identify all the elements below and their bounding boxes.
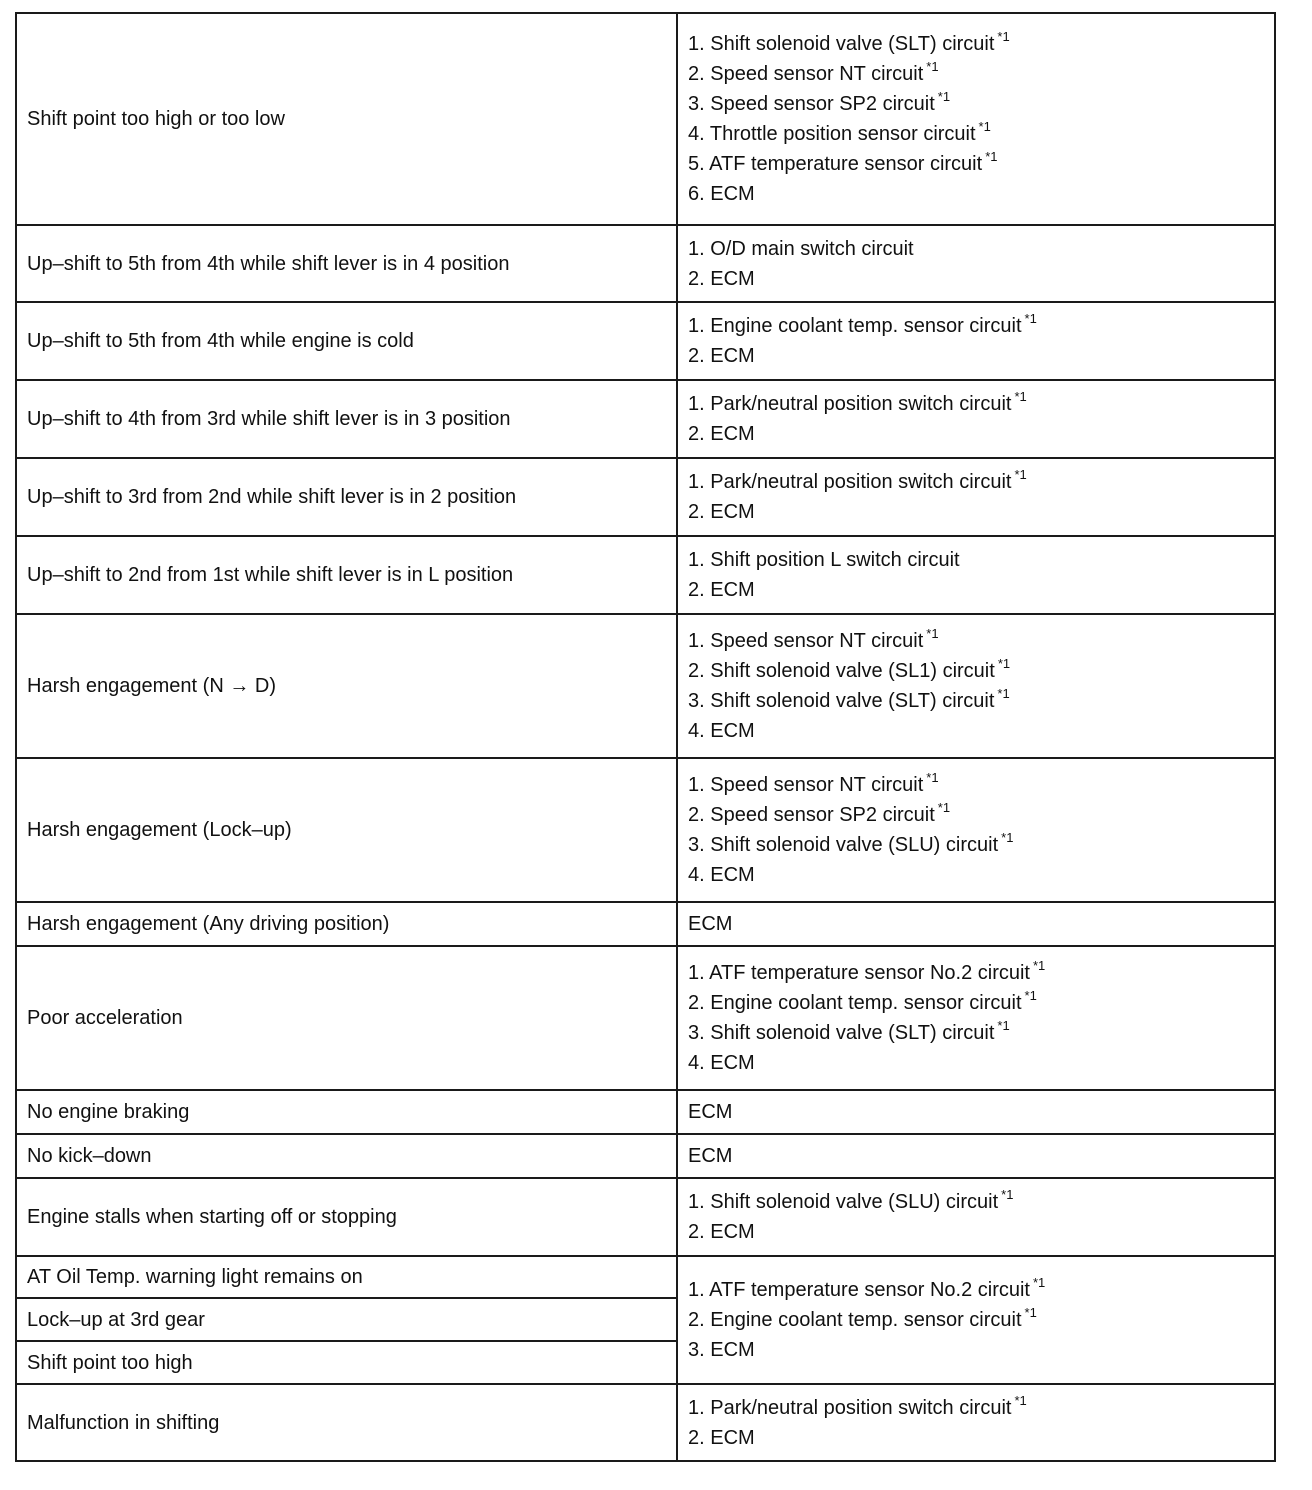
footnote-marker: *1 xyxy=(1014,389,1027,404)
cause-item xyxy=(688,311,1264,341)
cause-text: 1. Park/neutral position switch circuit xyxy=(688,393,1012,415)
cause-item xyxy=(688,389,1264,419)
symptom-text: Up–shift to 3rd from 2nd while shift lever is in 2 position xyxy=(27,486,517,508)
symptom-cell xyxy=(16,380,677,458)
cause-text: 4. ECM xyxy=(688,864,755,886)
cause-item xyxy=(688,626,1264,656)
footnote-marker: *1 xyxy=(926,770,939,785)
symptom-cell xyxy=(16,1298,677,1341)
cause-item xyxy=(688,1097,1264,1127)
symptom-cell xyxy=(16,1256,677,1298)
footnote-marker: *1 xyxy=(978,119,991,134)
footnote-marker: *1 xyxy=(1014,467,1027,482)
footnote-marker: *1 xyxy=(1001,830,1014,845)
cause-text: 1. Shift position L switch circuit xyxy=(688,549,960,571)
cause-item xyxy=(688,860,1264,890)
table-row xyxy=(16,1090,1275,1134)
cause-text: 3. Shift solenoid valve (SLT) circuit xyxy=(688,690,995,712)
cause-text: 2. Engine coolant temp. sensor circuit xyxy=(688,992,1022,1014)
cause-text: 2. ECM xyxy=(688,1221,755,1243)
cause-text: 4. ECM xyxy=(688,720,755,742)
cause-text: 2. ECM xyxy=(688,579,755,601)
cause-item xyxy=(688,1305,1264,1335)
diagnosis-table xyxy=(15,12,1276,1462)
cause-item xyxy=(688,988,1264,1018)
table-row xyxy=(16,614,1275,758)
cause-text: 1. Park/neutral position switch circuit xyxy=(688,1396,1012,1419)
footnote-marker: *1 xyxy=(997,656,1011,671)
symptom-cell xyxy=(16,902,677,946)
cause-text: 3. Shift solenoid valve (SLU) circuit xyxy=(688,834,999,856)
cause-cell xyxy=(677,946,1275,1090)
table-row xyxy=(16,1256,1275,1298)
cause-item xyxy=(688,1141,1264,1171)
cause-text: 1. Shift solenoid valve (SLU) circuit xyxy=(688,1191,999,1213)
cause-text: ECM xyxy=(688,913,733,935)
cause-text: 1. Shift solenoid valve (SLT) circuit xyxy=(688,33,995,55)
cause-text: 2. Engine coolant temp. sensor circuit xyxy=(688,1309,1022,1331)
footnote-marker: *1 xyxy=(1024,1305,1037,1320)
cause-text: 1. ATF temperature sensor No.2 circuit xyxy=(688,962,1030,984)
symptom-text: Up–shift to 5th from 4th while engine is cold xyxy=(27,330,414,352)
cause-text: 1. O/D main switch circuit xyxy=(688,237,914,260)
cause-item xyxy=(688,341,1264,371)
cause-text: ECM xyxy=(688,1145,733,1167)
cause-item xyxy=(688,497,1264,527)
cause-cell xyxy=(677,758,1275,902)
table-row xyxy=(16,758,1275,902)
cause-text: 2. Speed sensor SP2 circuit xyxy=(688,804,935,826)
cause-cell xyxy=(677,1256,1275,1384)
symptom-text: Malfunction in shifting xyxy=(27,1411,220,1434)
cause-item xyxy=(688,59,1264,89)
symptom-text: Harsh engagement (N → D) xyxy=(27,675,276,697)
cause-text: 4. Throttle position sensor circuit xyxy=(688,123,976,145)
footnote-marker: *1 xyxy=(997,29,1010,44)
cause-item xyxy=(688,1275,1264,1305)
symptom-text: Up–shift to 2nd from 1st while shift lever is in L position xyxy=(27,564,514,586)
symptom-text: Lock–up at 3rd gear xyxy=(27,1308,205,1331)
cause-item xyxy=(688,1018,1264,1048)
symptom-cell xyxy=(16,225,677,302)
symptom-cell xyxy=(16,302,677,380)
symptom-text: Shift point too high or too low xyxy=(27,108,285,130)
cause-item xyxy=(688,958,1264,988)
cause-text: 2. Speed sensor NT circuit xyxy=(688,63,924,85)
cause-text: 4. ECM xyxy=(688,1052,755,1074)
footnote-marker: *1 xyxy=(1024,311,1037,326)
cause-item xyxy=(688,264,1264,294)
footnote-marker: *1 xyxy=(937,800,951,815)
cause-item xyxy=(688,419,1264,449)
cause-text: 1. Speed sensor NT circuit xyxy=(688,774,924,796)
cause-cell xyxy=(677,1090,1275,1134)
cause-text: 1. ATF temperature sensor No.2 circuit xyxy=(688,1279,1030,1301)
footnote-marker: *1 xyxy=(1001,1187,1014,1202)
symptom-text: AT Oil Temp. warning light remains on xyxy=(27,1266,363,1288)
symptom-cell xyxy=(16,614,677,758)
cause-item xyxy=(688,467,1264,497)
cause-item xyxy=(688,770,1264,800)
cause-cell xyxy=(677,614,1275,758)
footnote-marker: *1 xyxy=(1032,958,1046,973)
footnote-marker: *1 xyxy=(1024,988,1037,1003)
cause-item xyxy=(688,686,1264,716)
cause-text: 2. Shift solenoid valve (SL1) circuit xyxy=(688,660,995,682)
cause-item xyxy=(688,234,1264,264)
symptom-text: Up–shift to 4th from 3rd while shift lever is in 3 position xyxy=(27,408,511,430)
cause-text: 2. ECM xyxy=(688,267,755,290)
cause-text: 1. Speed sensor NT circuit xyxy=(688,630,924,652)
table-row xyxy=(16,380,1275,458)
symptom-cell xyxy=(16,1134,677,1178)
cause-item xyxy=(688,29,1264,59)
diagnosis-table-body xyxy=(16,13,1275,1461)
cause-cell xyxy=(677,225,1275,302)
cause-cell xyxy=(677,1384,1275,1461)
symptom-text: Harsh engagement (Lock–up) xyxy=(27,819,292,841)
table-row xyxy=(16,1178,1275,1256)
cause-text: 6. ECM xyxy=(688,183,755,205)
cause-item xyxy=(688,1217,1264,1247)
cause-text: 3. ECM xyxy=(688,1339,755,1361)
symptom-text: No kick–down xyxy=(27,1145,152,1167)
table-row xyxy=(16,946,1275,1090)
symptom-text: No engine braking xyxy=(27,1101,190,1123)
table-row xyxy=(16,536,1275,614)
cause-item xyxy=(688,149,1264,179)
symptom-cell xyxy=(16,1090,677,1134)
footnote-marker: *1 xyxy=(926,59,939,74)
cause-item xyxy=(688,1187,1264,1217)
table-row xyxy=(16,902,1275,946)
cause-text: 3. Speed sensor SP2 circuit xyxy=(688,93,935,115)
symptom-cell xyxy=(16,758,677,902)
table-row xyxy=(16,302,1275,380)
symptom-cell xyxy=(16,946,677,1090)
cause-cell xyxy=(677,458,1275,536)
symptom-cell xyxy=(16,1341,677,1384)
cause-cell xyxy=(677,902,1275,946)
cause-item xyxy=(688,656,1264,686)
cause-item xyxy=(688,575,1264,605)
cause-item xyxy=(688,1048,1264,1078)
cause-text: 2. ECM xyxy=(688,345,755,367)
cause-cell xyxy=(677,380,1275,458)
footnote-marker: *1 xyxy=(1014,1392,1027,1408)
cause-text: 2. ECM xyxy=(688,1426,755,1449)
symptom-text: Engine stalls when starting off or stopping xyxy=(27,1206,397,1228)
cause-item xyxy=(688,716,1264,746)
symptom-text: Shift point too high xyxy=(27,1351,193,1374)
footnote-marker: *1 xyxy=(1032,1275,1046,1290)
cause-item xyxy=(688,179,1264,209)
cause-text: 2. ECM xyxy=(688,423,755,445)
cause-cell xyxy=(677,536,1275,614)
cause-text: 1. Park/neutral position switch circuit xyxy=(688,471,1012,493)
symptom-cell xyxy=(16,536,677,614)
footnote-marker: *1 xyxy=(985,149,998,164)
cause-text: ECM xyxy=(688,1101,733,1123)
cause-text: 1. Engine coolant temp. sensor circuit xyxy=(688,315,1022,337)
symptom-cell xyxy=(16,458,677,536)
cause-cell xyxy=(677,1134,1275,1178)
cause-item xyxy=(688,830,1264,860)
cause-item xyxy=(688,545,1264,575)
cause-item xyxy=(688,1393,1264,1423)
footnote-marker: *1 xyxy=(997,1018,1010,1033)
table-row xyxy=(16,458,1275,536)
cause-item xyxy=(688,1423,1264,1453)
symptom-cell xyxy=(16,1178,677,1256)
footnote-marker: *1 xyxy=(937,89,951,104)
cause-cell xyxy=(677,13,1275,225)
symptom-cell xyxy=(16,1384,677,1461)
footnote-marker: *1 xyxy=(997,686,1010,701)
footnote-marker: *1 xyxy=(926,626,939,641)
table-row xyxy=(16,13,1275,225)
cause-text: 2. ECM xyxy=(688,501,755,523)
symptom-text: Up–shift to 5th from 4th while shift lever is in 4 position xyxy=(27,252,510,275)
symptom-text: Harsh engagement (Any driving position) xyxy=(27,913,390,935)
table-row xyxy=(16,1134,1275,1178)
cause-item xyxy=(688,909,1264,939)
table-row xyxy=(16,1384,1275,1461)
cause-item xyxy=(688,1335,1264,1365)
table-row xyxy=(16,225,1275,302)
symptom-cell xyxy=(16,13,677,225)
symptom-text: Poor acceleration xyxy=(27,1007,183,1029)
cause-item xyxy=(688,89,1264,119)
cause-cell xyxy=(677,302,1275,380)
cause-item xyxy=(688,800,1264,830)
cause-item xyxy=(688,119,1264,149)
cause-cell xyxy=(677,1178,1275,1256)
cause-text: 3. Shift solenoid valve (SLT) circuit xyxy=(688,1022,995,1044)
cause-text: 5. ATF temperature sensor circuit xyxy=(688,153,983,175)
